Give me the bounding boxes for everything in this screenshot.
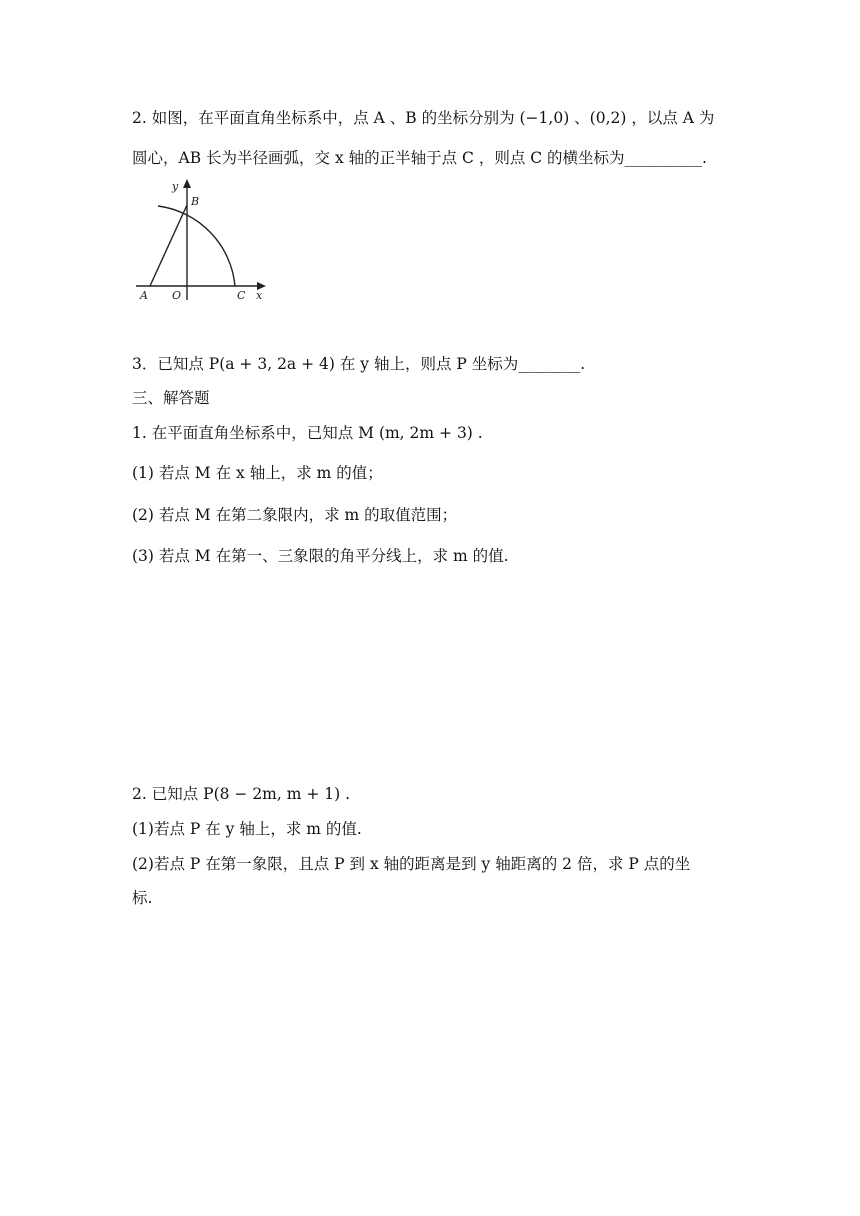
point-a-label: A [140, 289, 148, 302]
section-title: 三、解答题 [132, 389, 210, 407]
point-c-label: C [237, 289, 246, 302]
problem-1-part-3: (3) 若点 M 在第一、三象限的角平分线上，求 m 的值. [132, 547, 509, 565]
question-2-line-1: 2. 如图，在平面直角坐标系中，点 A 、B 的坐标分别为 (−1,0) 、(0,2) ，以点 A 为 [132, 109, 715, 127]
arc-bc [158, 206, 235, 286]
question-2-line-2: 圆心，AB 长为半径画弧，交 x 轴的正半轴于点 C ，则点 C 的横坐标为__________. [132, 149, 707, 167]
problem-1-part-1: (1) 若点 M 在 x 轴上，求 m 的值； [132, 464, 383, 482]
problem-2-stem: 2. 已知点 P(8 − 2m, m + 1) . [132, 785, 351, 803]
question-3: 3．已知点 P(a + 3, 2a + 4) 在 y 轴上，则点 P 坐标为________. [132, 355, 586, 373]
problem-2-part-2-line-2: 标. [132, 889, 153, 907]
origin-label: O [172, 289, 182, 302]
problem-1-stem: 1. 在平面直角坐标系中，已知点 M (m, 2m + 3) . [132, 424, 483, 442]
problem-2-part-1: (1)若点 P 在 y 轴上，求 m 的值. [132, 820, 362, 838]
problem-1-part-2: (2) 若点 M 在第二象限内，求 m 的取值范围； [132, 506, 458, 524]
y-axis-label: y [172, 180, 179, 193]
problem-2-part-2-line-1: (2)若点 P 在第一象限，且点 P 到 x 轴的距离是到 y 轴距离的 2 倍，求 P 点的坐 [132, 855, 691, 873]
y-axis-arrow-icon [183, 179, 191, 188]
segment-ab [150, 205, 187, 286]
x-axis-label: x [256, 289, 263, 302]
point-b-label: B [191, 195, 200, 208]
coordinate-figure [132, 176, 272, 304]
